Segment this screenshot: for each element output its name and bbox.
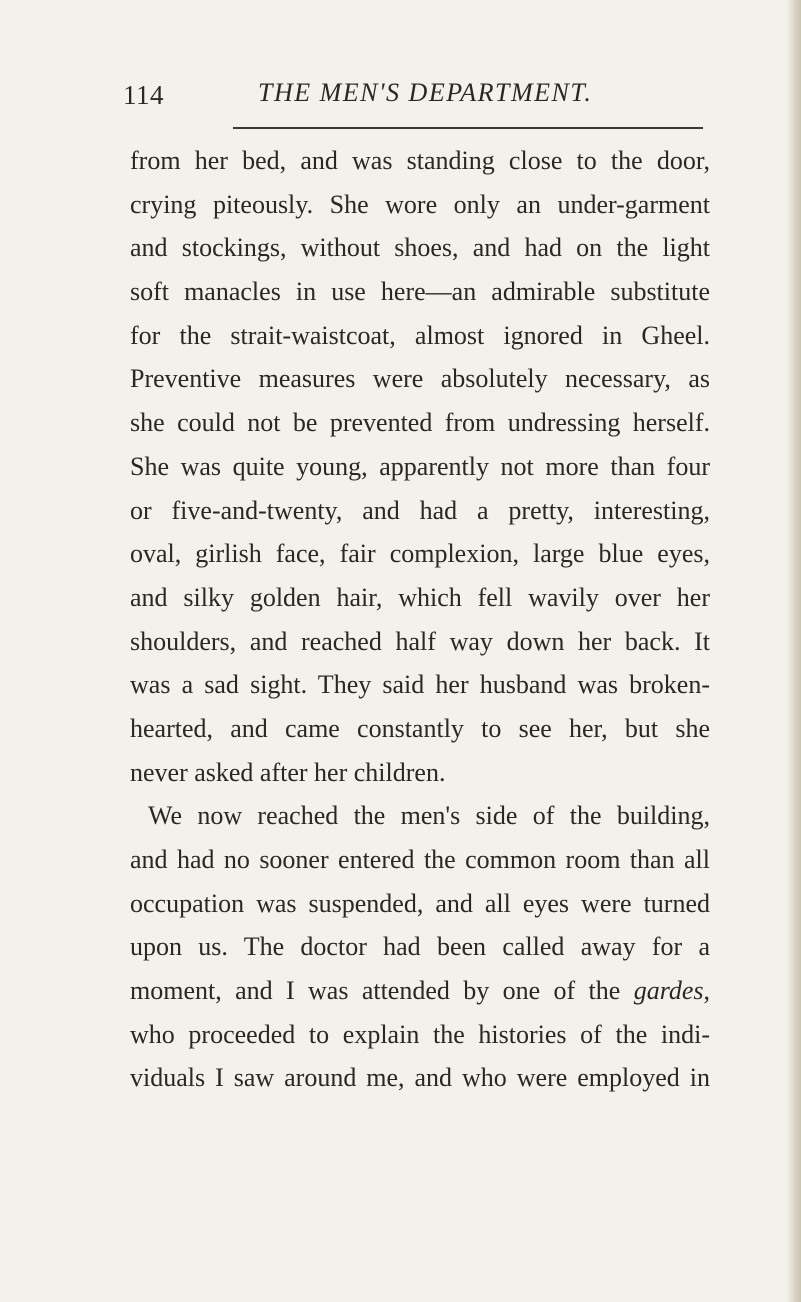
text-line: who proceeded to explain the histories of the indi- bbox=[130, 1019, 710, 1049]
text-line: hearted, and came constantly to see her, but she bbox=[130, 713, 710, 743]
text-line: Preventive measures were absolutely necessary, as bbox=[130, 364, 710, 394]
text-line: occupation was suspended, and all eyes were turned bbox=[130, 888, 710, 918]
text-line: upon us. The doctor had been called away for a bbox=[130, 932, 710, 962]
text-line: and silky golden hair, which fell wavily over her bbox=[130, 582, 710, 612]
text-line: soft manacles in use here—an admirable substitute bbox=[130, 277, 710, 307]
text-line: for the strait-waistcoat, almost ignored in Gheel. bbox=[130, 320, 710, 350]
text-line: She was quite young, apparently not more than four bbox=[130, 451, 710, 481]
header-rule bbox=[233, 127, 703, 129]
text-line: never asked after her children. bbox=[130, 757, 446, 787]
body-text bbox=[130, 139, 710, 1100]
text-line: We now reached the men's side of the building, bbox=[148, 801, 710, 831]
italic-word: gardes bbox=[633, 976, 704, 1006]
text-line: she could not be prevented from undressing herself. bbox=[130, 408, 710, 438]
text-line: oval, girlish face, fair complexion, large blue eyes, bbox=[130, 539, 710, 569]
text-line: crying piteously. She wore only an under-garment bbox=[130, 189, 710, 219]
page-number: 114 bbox=[123, 80, 164, 110]
text-line: from her bed, and was standing close to the door, bbox=[130, 146, 710, 175]
text-line: viduals I saw around me, and who were employed in bbox=[130, 1063, 710, 1093]
page-header bbox=[123, 78, 703, 118]
text-line: or five-and-twenty, and had a pretty, interesting, bbox=[130, 495, 710, 525]
text-line: moment, and I was attended by one of the gardes, bbox=[130, 976, 710, 1006]
text-line: shoulders, and reached half way down her back. It bbox=[130, 626, 710, 656]
text-line: and had no sooner entered the common room than all bbox=[130, 845, 710, 874]
text-line: and stockings, without shoes, and had on the light bbox=[130, 233, 710, 263]
text-line: was a sad sight. They said her husband was broken- bbox=[130, 670, 710, 700]
page-edge-shadow bbox=[787, 0, 801, 1302]
running-title: THE MEN'S DEPARTMENT. bbox=[258, 78, 593, 107]
